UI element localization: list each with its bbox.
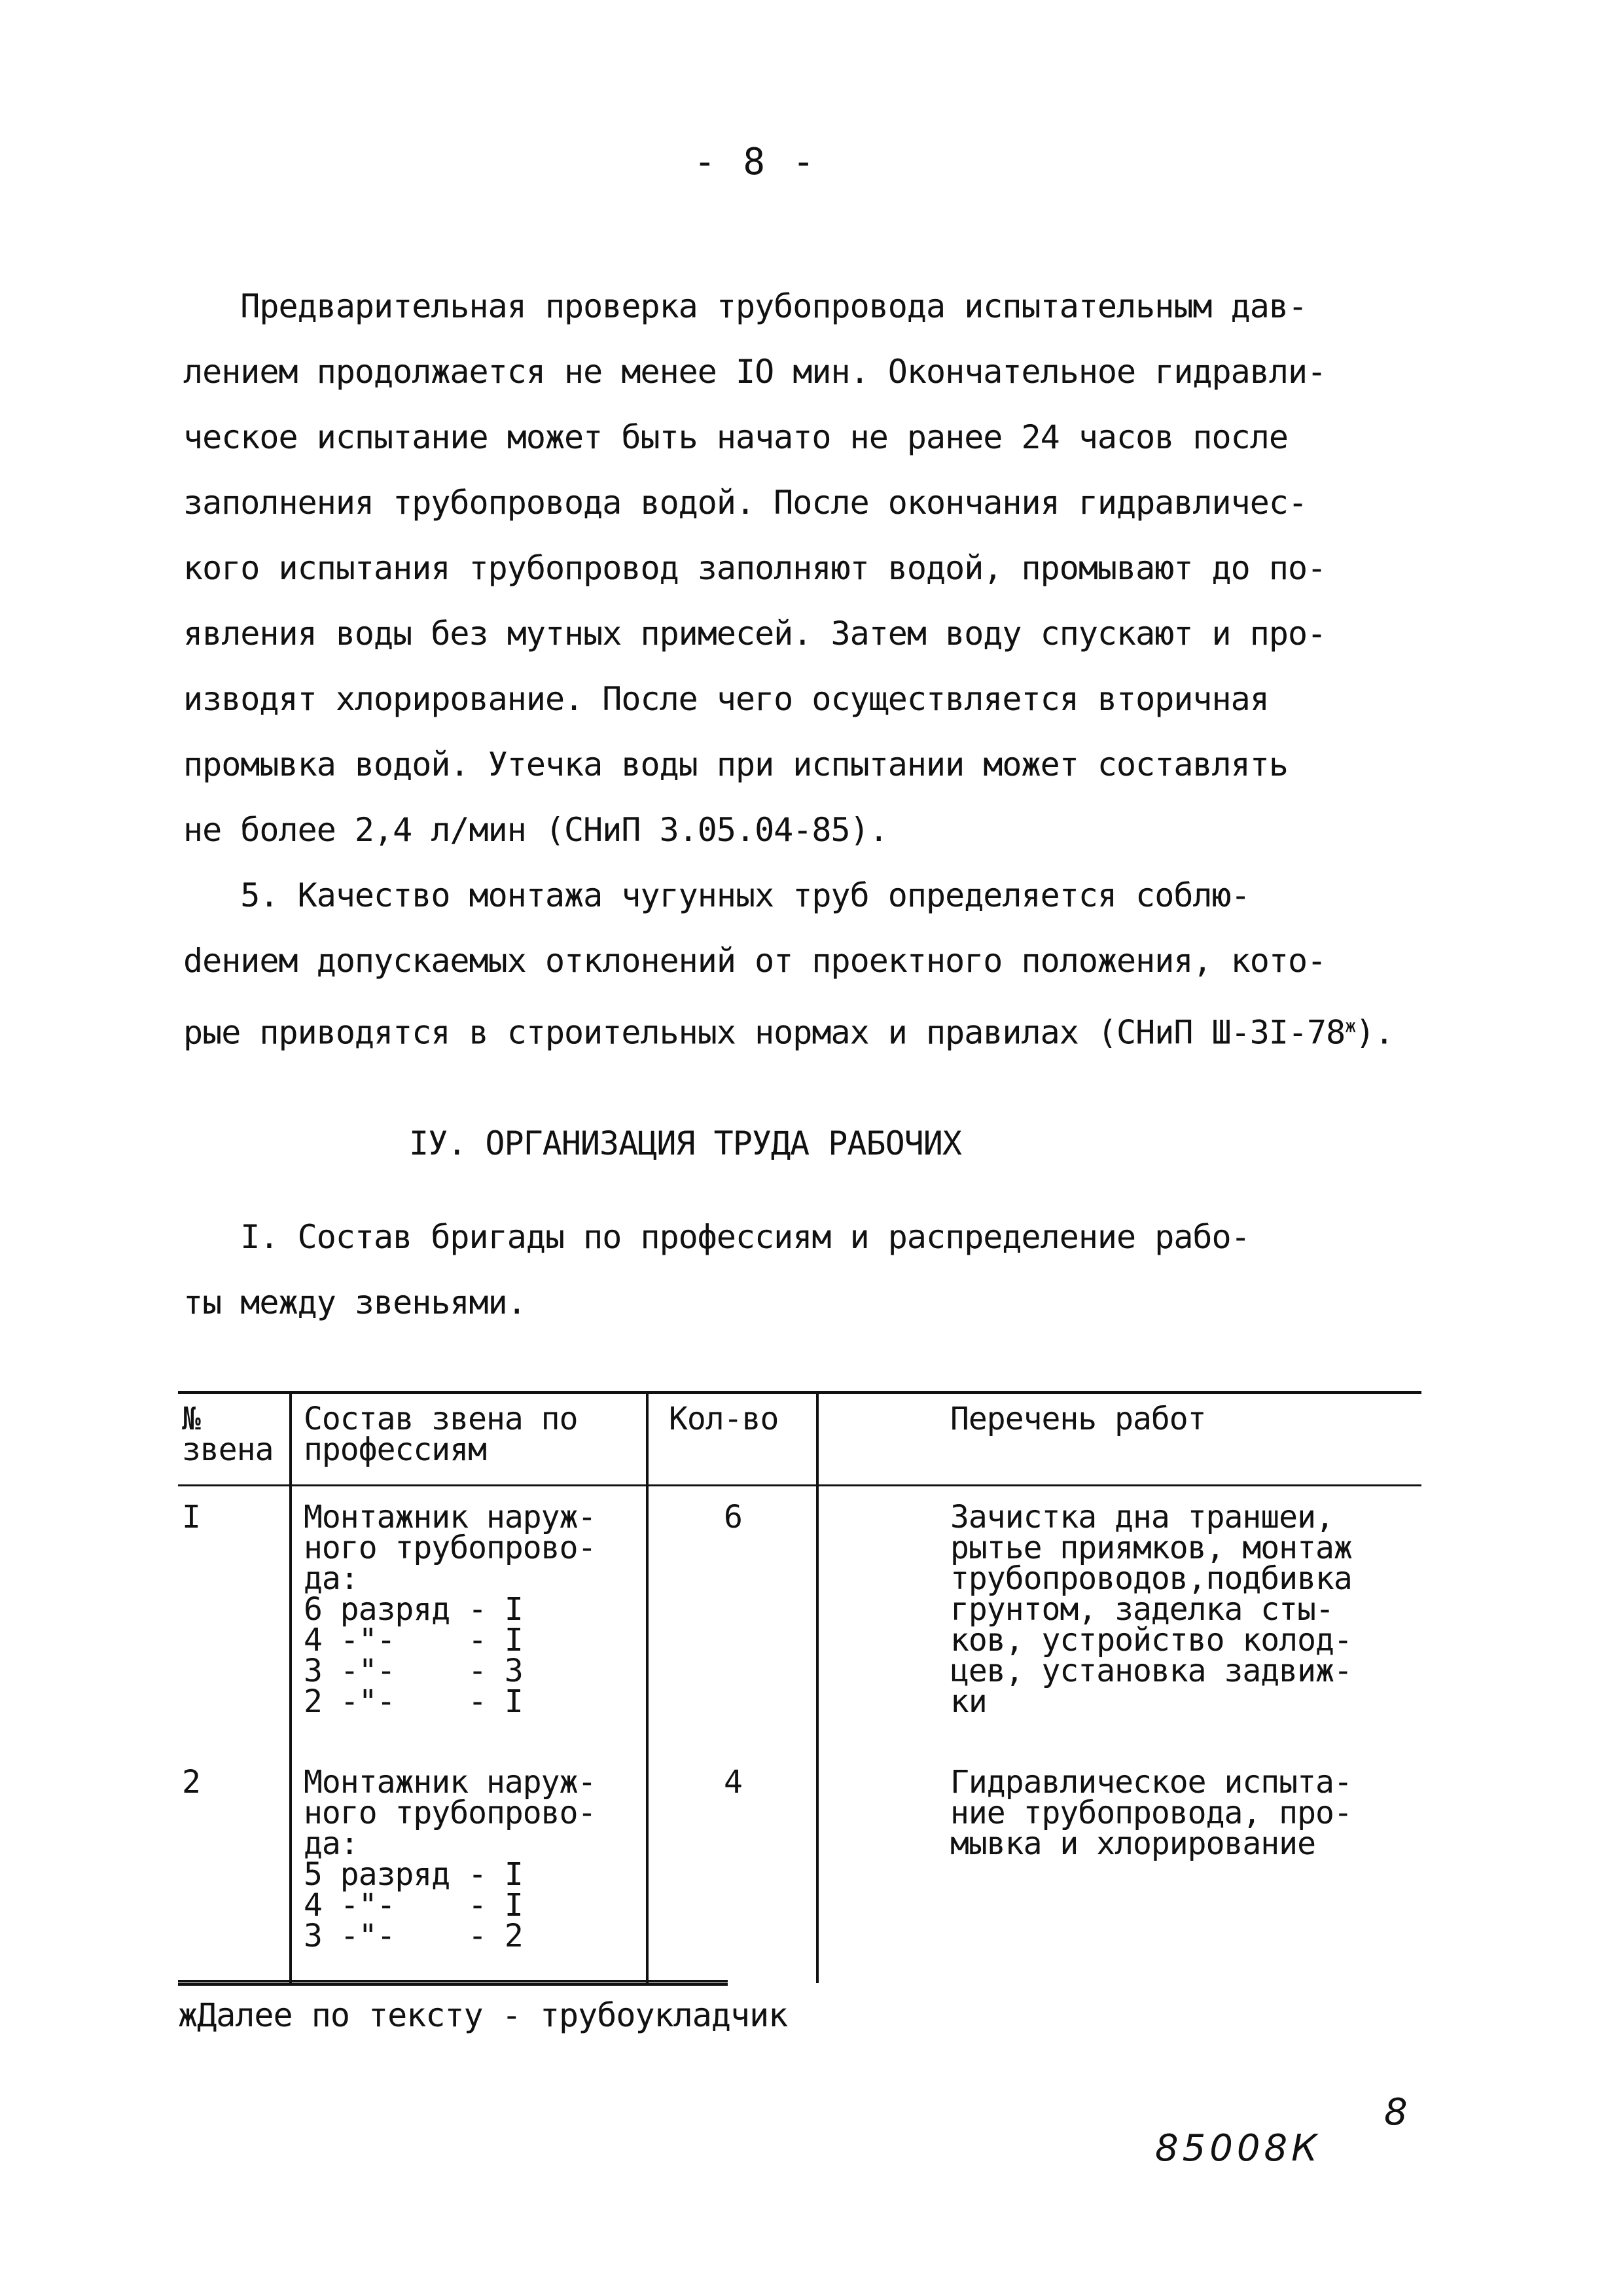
handwritten-page-number: 8: [1384, 2091, 1408, 2134]
header-works: Перечень работ: [950, 1401, 1206, 1437]
row2-count: 4: [724, 1764, 742, 1801]
paragraph-quality-tail: ).: [1355, 1013, 1394, 1052]
table-col-divider-2: [646, 1391, 649, 1983]
page-number: - 8 -: [694, 141, 817, 183]
table-header-rule: [178, 1484, 1421, 1486]
footnote-marker: ж: [1345, 1015, 1356, 1037]
header-count: Кол-во: [669, 1401, 779, 1437]
paragraph-quality-text: 5. Качество монтажа чугунных труб определяется соблю- dением допускаемых отклонений от проектного положения, кото- рые приводятся в строительных нормах и правилах (СНиП Ш-3I-78: [183, 876, 1346, 1052]
row1-composition: Монтажник наруж- ного трубопрово- да: 6 разряд - I 4 -"- - I 3 -"- - 3 2 -"- - I: [304, 1499, 596, 1720]
row2-works: Гидравлическое испыта- ние трубопровода, про- мывка и хлорирование: [950, 1764, 1352, 1862]
header-composition: Состав звена по профессиям: [304, 1401, 578, 1468]
row2-number: 2: [182, 1764, 200, 1801]
paragraph-hydraulic-test: Предварительная проверка трубопровода испытательным дав- лением продолжается не менее IO мин. Окончательное гидравли- ческое испытание может быть начато не ранее 24 часов после заполнения трубопровода водой. После окончания гидравличес- кого испытания трубопровод заполняют водой, промывают до по- явления воды без мутных примесей. Затем воду спускают и про- изводят хлорирование. После чего осуществляется вторичная промывка водой. Утечка воды при испытании может составлять не более 2,4 л/мин (СНиП 3.05.04-85).: [183, 287, 1327, 849]
row1-count: 6: [724, 1499, 742, 1535]
header-number: № звена: [182, 1401, 274, 1468]
row1-works: Зачистка дна траншеи, рытье приямков, монтаж трубопроводов,подбивка грунтом, заделка сты- ков, устройство колод- цев, установка задвиж- ки: [950, 1499, 1352, 1720]
table-bottom-rule: [178, 1980, 728, 1982]
paragraph-brigade-composition: I. Состав бригады по профессиям и распределение рабо- ты между звеньями.: [183, 1218, 1250, 1321]
footnote-rule: [178, 1983, 728, 1986]
table-col-divider-3: [816, 1391, 819, 1983]
footnote: жДалее по тексту - трубоукладчик: [178, 1996, 788, 2034]
paragraph-quality-control: [183, 863, 1427, 1066]
brigade-table: [178, 1391, 1421, 1983]
handwritten-document-code: 85008К: [1155, 2127, 1321, 2170]
section-heading: IУ. ОРГАНИЗАЦИЯ ТРУДА РАБОЧИХ: [409, 1124, 961, 1162]
table-col-divider-1: [289, 1391, 292, 1983]
row1-number: I: [182, 1499, 200, 1535]
table-top-rule: [178, 1391, 1421, 1394]
row2-composition: Монтажник наруж- ного трубопрово- да: 5 разряд - I 4 -"- - I 3 -"- - 2: [304, 1764, 596, 1954]
